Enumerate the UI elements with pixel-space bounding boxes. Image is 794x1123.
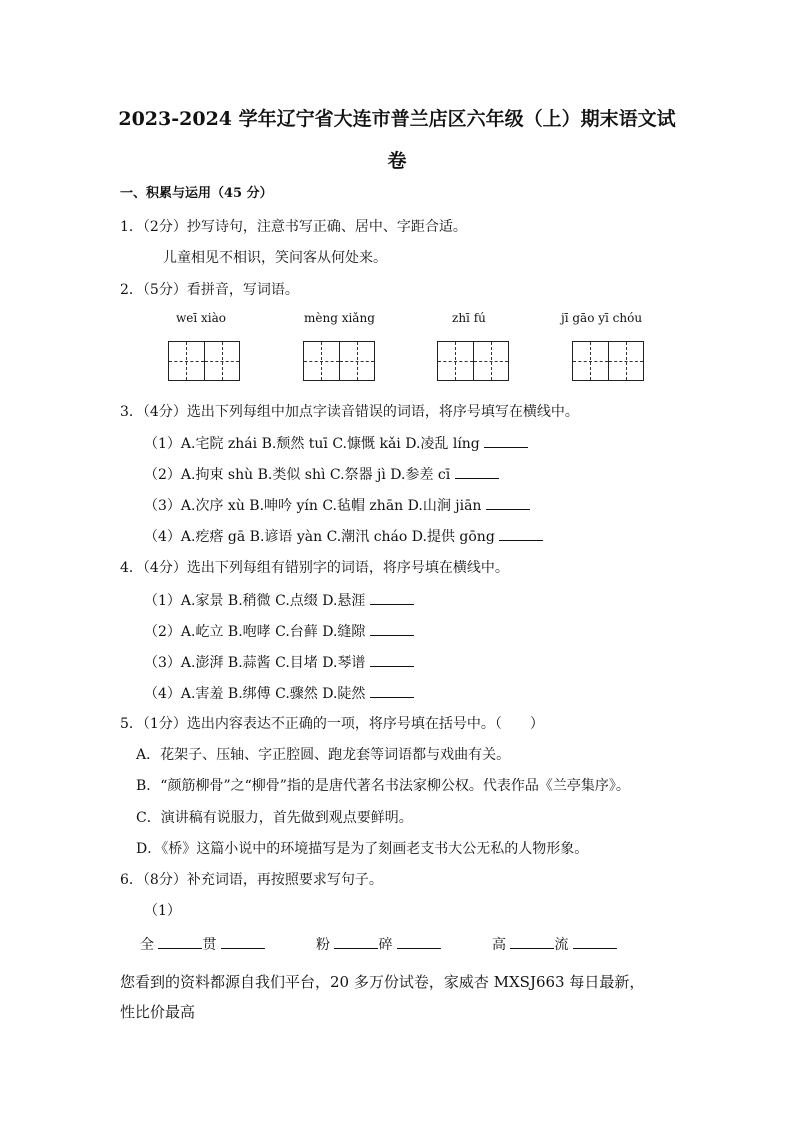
question-6-stem: 6．（8分）补充词语，再按照要求写句子。 [120,872,383,888]
writing-grid[interactable] [437,341,509,381]
question-3-stem: 3．（4分）选出下列每组中加点字读音错误的词语，将序号填写在横线中。 [120,404,579,420]
writing-grid[interactable] [572,341,644,381]
question-4-option: （1）A.家景 B.稍微 C.点缀 D.悬涯 [144,590,414,611]
answer-blank[interactable] [573,934,617,949]
answer-blank[interactable] [455,464,499,479]
question-4-option: （2）A.屹立 B.咆哮 C.台藓 D.缝隙 [144,621,414,642]
writing-grid[interactable] [303,341,375,381]
question-6-sub: （1） [144,903,181,919]
pinyin-label: jī gāo yī chóu [561,311,643,325]
page-title-continued: 卷 [387,150,407,172]
question-1-stem: 1．（2分）抄写诗句，注意书写正确、居中、字距合适。 [120,219,467,235]
answer-blank[interactable] [397,934,441,949]
question-5-option-d: D．《桥》这篇小说中的环境描写是为了刻画老支书大公无私的人物形象。 [136,841,589,857]
pinyin-label: weī xiào [176,311,227,325]
answer-blank[interactable] [370,590,414,605]
footer-promo-line: 性比价最高 [120,1003,196,1021]
footer-promo-line: 您看到的资料都源自我们平台，20 多万份试卷，家威杏 MXSJ663 每日最新， [120,973,645,991]
question-5-stem: 5．（1分）选出内容表达不正确的一项，将序号填在括号中。（ ） [120,716,544,732]
question-3-option: （3）A.次序 xù B.呻吟 yín C.毡帽 zhān D.山涧 jiān [144,495,530,516]
answer-blank[interactable] [499,526,543,541]
idiom-fill-row: 全 贯 [140,934,265,955]
idiom-fill-row: 粉 碎 [316,934,441,955]
question-5-option-b: B．“颜筋柳骨”之“柳骨”指的是唐代著名书法家柳公权。代表作品《兰亭集序》。 [136,778,630,794]
answer-blank[interactable] [334,934,378,949]
answer-blank[interactable] [221,934,265,949]
answer-blank[interactable] [484,433,528,448]
question-4-option: （3）A.澎湃 B.蒜酱 C.目堵 D.琴谱 [144,652,414,673]
idiom-fill-row: 高 流 [492,934,617,955]
question-5-option-c: C．演讲稿有说服力，首先做到观点要鲜明。 [136,810,413,826]
question-3-option: （1）A.宅院 zhái B.颓然 tuī C.慷慨 kǎi D.凌乱 líng [144,433,528,454]
page-title: 2023-2024 学年辽宁省大连市普兰店区六年级（上）期末语文试 [118,108,676,130]
answer-blank[interactable] [510,934,554,949]
answer-blank[interactable] [158,934,202,949]
question-1-poem: 儿童相见不相识，笑问客从何处来。 [163,250,387,266]
answer-blank[interactable] [486,495,530,510]
section-heading: 一、积累与运用（45 分） [120,186,273,201]
question-5-option-a: A．花架子、压轴、字正腔圆、跑龙套等词语都与戏曲有关。 [136,747,511,763]
question-3-option: （4）A.疙瘩 gā B.谚语 yàn C.潮汛 cháo D.提供 gōng [144,526,543,547]
question-4-option: （4）A.害羞 B.绑傅 C.骤然 D.陡然 [144,683,414,704]
answer-blank[interactable] [370,621,414,636]
writing-grid[interactable] [168,341,240,381]
pinyin-label: mèng xiǎng [304,311,375,325]
answer-blank[interactable] [370,652,414,667]
pinyin-label: zhī fú [452,311,486,325]
question-4-stem: 4．（4分）选出下列每组有错别字的词语，将序号填在横线中。 [120,560,509,576]
question-3-option: （2）A.拘束 shù B.类似 shì C.祭器 jì D.参差 cī [144,464,499,485]
question-2-stem: 2．（5分）看拼音，写词语。 [120,282,299,298]
answer-blank[interactable] [370,683,414,698]
